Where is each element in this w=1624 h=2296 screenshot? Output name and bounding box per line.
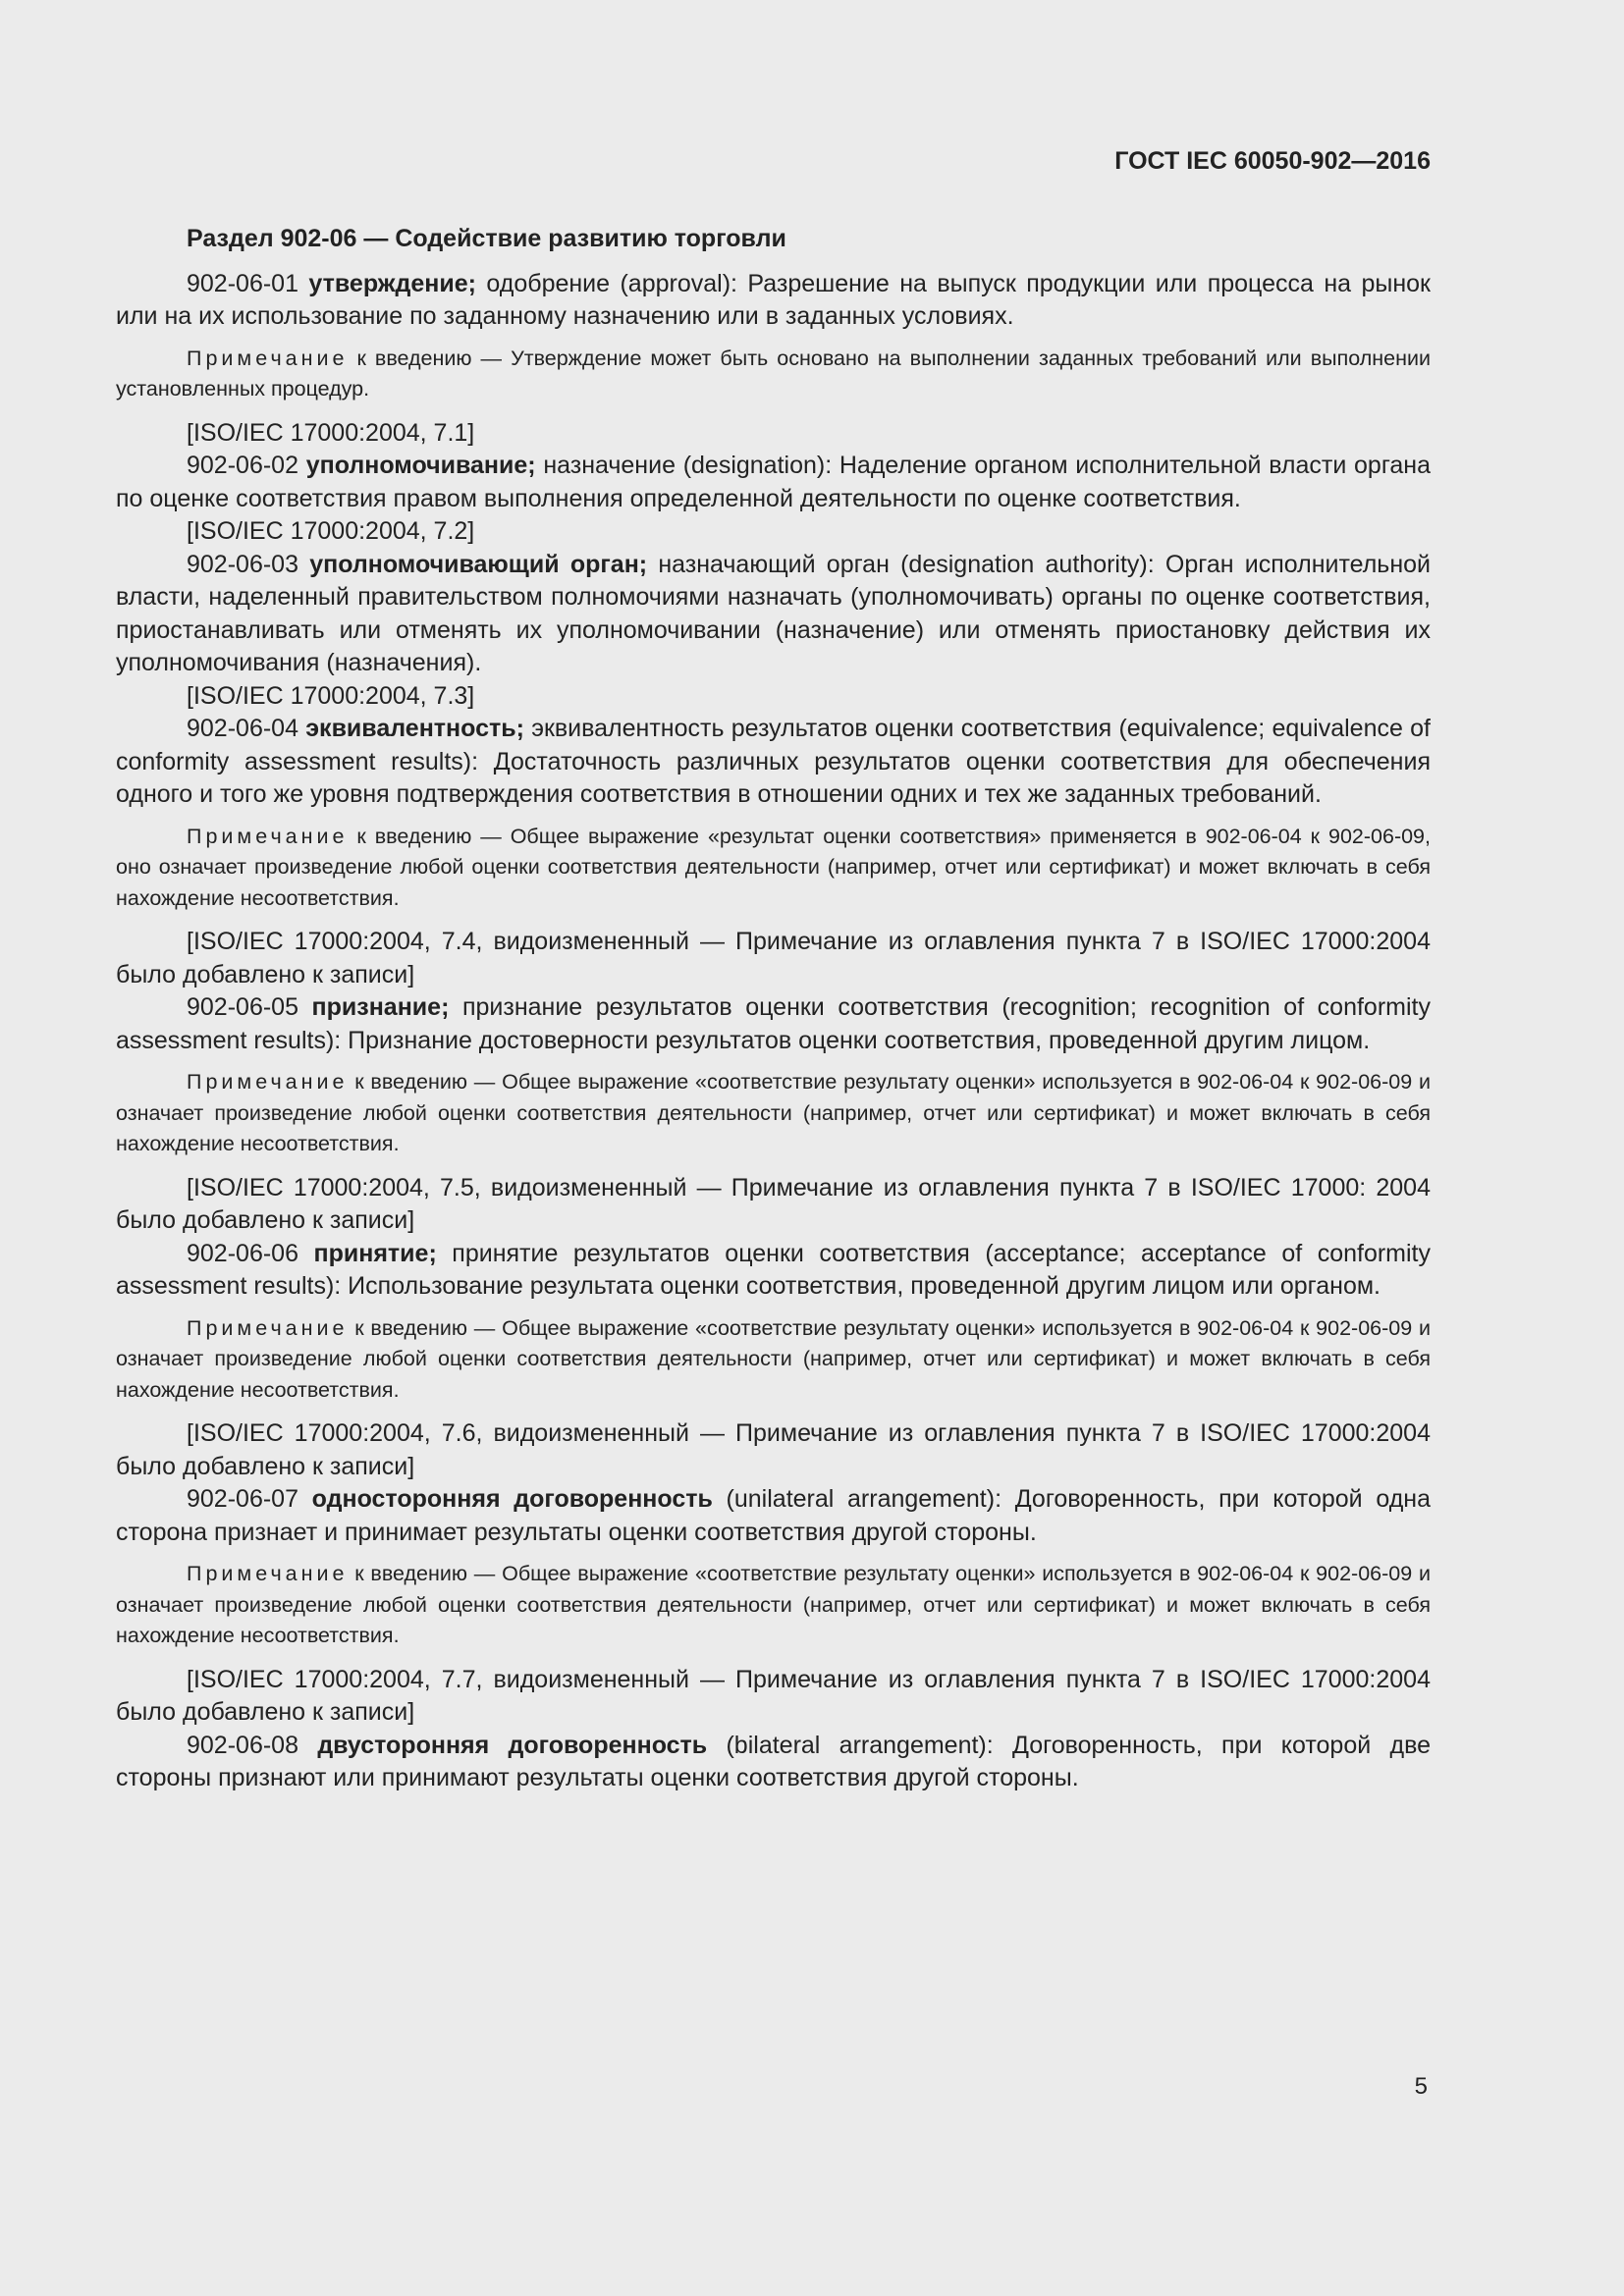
term-definition: (unilateral arrangement): Договоренность, при которой одна сторона признает и принимает результаты оценки соответствия другой стороны. — [116, 1485, 1431, 1546]
note-text: к введению — Утверждение может быть основано на выполнении заданных требований или выполнении установленных процедур. — [116, 346, 1431, 400]
term-number: 902-06-07 — [187, 1485, 298, 1513]
term-note — [116, 1559, 1431, 1652]
term-entry — [116, 713, 1431, 812]
term-name: уполномочивание; — [305, 452, 536, 479]
term-source: [ISO/IEC 17000:2004, 7.6, видоизмененный — Примечание из оглавления пункта 7 в ISO/IEC 17000:2004 было добавлено к записи] — [116, 1419, 1431, 1480]
term-name: признание; — [311, 993, 450, 1021]
term-definition: эквивалентность результатов оценки соответствия (equivalence; equivalence of conformity assessment results): Достаточность различных результатов оценки соответствия для обеспечения одного и того же уровня подтверждения соответствия в отношении одних и тех же заданных требований. — [116, 715, 1431, 808]
note-text: к введению — Общее выражение «соответствие результату оценки» используется в 902-06-04 к 902-06-09 и означает произведение любой оценки соответствия деятельности (например, отчет или сертификат) и может включать в себя нахождение несоответствия. — [116, 1315, 1431, 1402]
term-source: [ISO/IEC 17000:2004, 7.3] — [187, 681, 475, 710]
term-name: принятие; — [313, 1239, 437, 1267]
term-name: утверждение; — [308, 269, 476, 297]
term-entry — [116, 268, 1431, 334]
term-source: [ISO/IEC 17000:2004, 7.7, видоизмененный — Примечание из оглавления пункта 7 в ISO/IEC 17000:2004 было добавлено к записи] — [116, 1665, 1431, 1726]
term-number: 902-06-04 — [187, 715, 298, 742]
note-text: к введению — Общее выражение «результат оценки соответствия» применяется в 902-06-04 к 902-06-09, оно означает произведение любой оценки соответствия деятельности (например, отчет или сертификат) и может включать в себя нахождение несоответствия. — [116, 824, 1431, 910]
term-note — [116, 344, 1431, 405]
document-body — [116, 223, 1431, 1795]
term-number: 902-06-03 — [187, 550, 298, 578]
term-number: 902-06-08 — [187, 1731, 298, 1759]
term-number: 902-06-06 — [187, 1239, 298, 1267]
term-entry — [116, 450, 1431, 515]
term-note — [116, 1313, 1431, 1407]
term-number: 902-06-01 — [187, 269, 298, 297]
term-definition: принятие результатов оценки соответствия (acceptance; acceptance of conformity assessment results): Использование результата оценки соответствия, проведенной другим лицом или органом. — [116, 1239, 1432, 1300]
term-name: уполномочивающий орган; — [309, 550, 648, 578]
term-definition: назначение (designation): Наделение органом исполнительной власти органа по оценке соответствия правом выполнения определенной деятельности по оценке соответствия. — [116, 452, 1431, 512]
note-label: Примечание — [187, 346, 349, 370]
term-name: двусторонняя договоренность — [317, 1731, 708, 1759]
term-note — [116, 822, 1431, 915]
term-entry — [116, 549, 1431, 680]
section-title: Раздел 902-06 — Содействие развитию торговли — [187, 225, 786, 252]
term-source: [ISO/IEC 17000:2004, 7.1] — [187, 418, 475, 447]
term-source: [ISO/IEC 17000:2004, 7.2] — [187, 517, 475, 545]
term-definition: назначающий орган (designation authority): Орган исполнительной власти, наделенный правительством полномочиями назначать (уполномочивать) органы по оценке соответствия, приостанавливать или отменять их уполномочивании (назначение) или отменять приостановку действия их уполномочивания (назначения). — [116, 550, 1432, 676]
term-note — [116, 1067, 1431, 1160]
term-definition: признание результатов оценки соответствия (recognition; recognition of conformity assessment results): Признание достоверности результатов оценки соответствия, проведенной другим лицом. — [116, 993, 1431, 1054]
term-entry — [116, 991, 1431, 1057]
term-source: [ISO/IEC 17000:2004, 7.5, видоизмененный — Примечание из оглавления пункта 7 в ISO/IEC 17000: 2004 было добавлено к записи] — [116, 1173, 1431, 1234]
term-number: 902-06-05 — [187, 993, 298, 1021]
term-number: 902-06-02 — [187, 452, 298, 479]
note-label: Примечание — [187, 1315, 349, 1340]
term-entry — [116, 1730, 1431, 1795]
note-text: к введению — Общее выражение «соответствие результату оценки» используется в 902-06-04 к 902-06-09 и означает произведение любой оценки соответствия деятельности (например, отчет или сертификат) и может включать в себя нахождение несоответствия. — [116, 1562, 1431, 1647]
term-name: эквивалентность; — [305, 715, 524, 742]
term-entry — [116, 1483, 1431, 1549]
term-name: односторонняя договоренность — [311, 1485, 713, 1513]
page-number: 5 — [1414, 2073, 1428, 2100]
term-definition: (bilateral arrangement): Договоренность, при которой две стороны признают или принимают результаты оценки соответствия другой стороны. — [116, 1731, 1431, 1791]
note-text: к введению — Общее выражение «соответствие результату оценки» используется в 902-06-04 к 902-06-09 и означает произведение любой оценки соответствия деятельности (например, отчет или сертификат) и может включать в себя нахождение несоответствия. — [116, 1070, 1431, 1155]
note-label: Примечание — [187, 1562, 349, 1585]
term-source: [ISO/IEC 17000:2004, 7.4, видоизмененный — Примечание из оглавления пункта 7 в ISO/IEC 17000:2004 было добавлено к записи] — [116, 928, 1431, 988]
term-entry — [116, 1238, 1431, 1304]
note-label: Примечание — [187, 1070, 349, 1094]
term-definition: одобрение (approval): Разрешение на выпуск продукции или процесса на рынок или на их использование по заданному назначению или в заданных условиях. — [116, 269, 1431, 330]
note-label: Примечание — [187, 824, 349, 848]
document-header: ГОСТ IEC 60050-902—2016 — [1114, 147, 1431, 175]
